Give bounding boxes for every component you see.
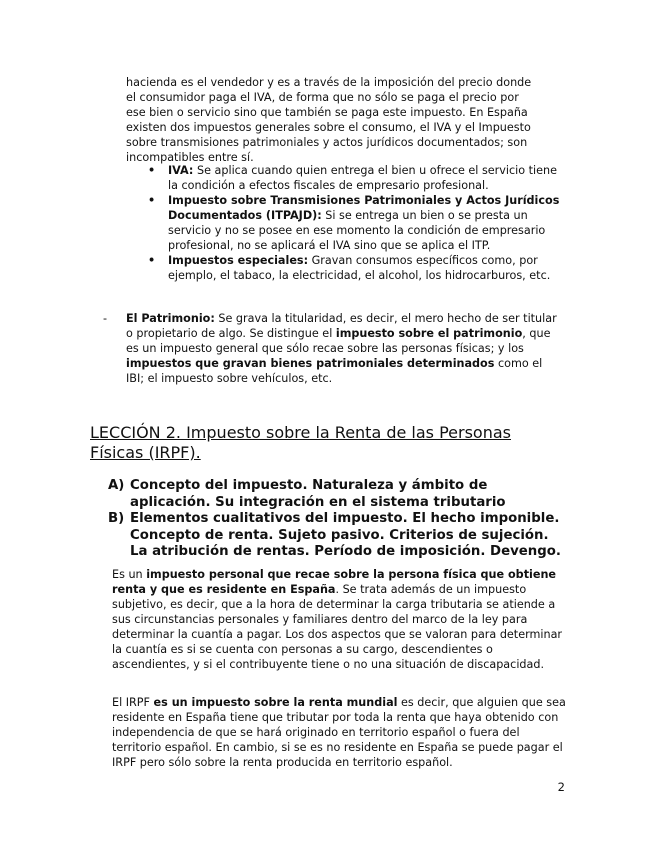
desc-impuestos-especiales: Gravan consumos específicos como, por ejemplo, el tabaco, la electricidad, el alcohol, los hidrocarburos, etc. xyxy=(168,254,551,282)
irpf-definition-paragraph xyxy=(112,567,566,672)
lesson-heading: LECCIÓN 2. Impuesto sobre la Renta de las Personas Físicas (IRPF). xyxy=(90,423,511,462)
bold-run: es un impuesto sobre la renta mundial xyxy=(153,696,398,709)
text-line: sobre transmisiones patrimoniales y actos jurídicos documentados; son xyxy=(126,136,528,149)
section-title: Elementos cualitativos del impuesto. El hecho imponible. Concepto de renta. Sujeto pasivo. Criterios de sujeción. La atribución de rentas. Período de imposición. Devengo. xyxy=(130,511,561,559)
section-heading-a xyxy=(108,478,568,511)
patrimonio-text xyxy=(126,311,563,386)
bullet-icon: • xyxy=(148,164,156,177)
term-patrimonio: El Patrimonio: xyxy=(126,312,215,325)
list-item-iva xyxy=(148,163,568,193)
term-itpajd: Impuesto sobre Transmisiones Patrimoniales y Actos Jurídicos Documentados (ITPAJD): xyxy=(168,194,560,222)
text-line: el consumidor paga el IVA, de forma que no sólo se paga el precio por xyxy=(126,91,519,104)
text-run: como el IBI; el impuesto sobre vehículos, etc. xyxy=(126,357,543,385)
text-line: ese bien o servicio sino que también se paga este impuesto. En España xyxy=(126,106,528,119)
list-item-impuestos-especiales xyxy=(148,253,568,283)
page-number: 2 xyxy=(557,780,565,794)
text-run: . Se trata además de un impuesto subjetivo, es decir, que a la hora de determinar la carga tributaria se atiende a sus circunstancias personales y familiares dentro del marco de la ley para determinar la cuantía a pagar. Los dos aspectos que se valoran para determinar la cuantía es si se cuenta con personas a su cargo, descendientes o ascendientes, y si el contribuyente tiene o no una situación de discapacidad. xyxy=(112,583,563,671)
bold-run: impuesto personal que recae sobre la persona física que obtiene renta y que es residente en España xyxy=(112,568,557,596)
desc-itpajd: Si se entrega un bien o se presta un servicio y no se posee en ese momento la condición de empresario profesional, no se aplicará el IVA sino que se aplica el ITP. xyxy=(168,209,546,252)
consumption-tax-list xyxy=(148,163,568,283)
text-line: existen dos impuestos generales sobre el consumo, el IVA y el Impuesto xyxy=(126,121,531,134)
bullet-icon: • xyxy=(148,254,156,267)
list-item-itpajd xyxy=(148,193,568,253)
dash-bullet-icon: - xyxy=(103,312,108,325)
desc-iva: Se aplica cuando quien entrega el bien u ofrece el servicio tiene la condición a efectos fiscales de empresario profesional. xyxy=(168,164,558,192)
bold-run: impuestos que gravan bienes patrimoniales determinados xyxy=(126,357,495,370)
section-heading-b xyxy=(108,511,568,561)
section-label: A) xyxy=(108,478,125,493)
section-headings xyxy=(108,478,568,561)
term-impuestos-especiales: Impuestos especiales: xyxy=(168,254,309,267)
text-line: incompatibles entre sí. xyxy=(126,151,254,164)
text-run: es decir, que alguien que sea residente en España tiene que tributar por toda la renta que haya obtenido con independencia de que se hará originado en territorio español o fuera del territorio español. En cambio, si se es no residente en España se puede pagar el IRPF pero sólo sobre la renta producida en territorio español. xyxy=(112,696,566,769)
term-iva: IVA: xyxy=(168,164,194,177)
text-run: El IRPF xyxy=(112,696,154,709)
text-run: , que es un impuesto general que sólo recae sobre las personas físicas; y los xyxy=(126,327,551,355)
continuation-paragraph xyxy=(126,75,566,165)
bullet-icon: • xyxy=(148,194,156,207)
section-label: B) xyxy=(108,511,125,526)
text-run: Es un xyxy=(112,568,147,581)
text-run: Se grava la titularidad, es decir, el mero hecho de ser titular o propietario de algo. Se distingue el xyxy=(126,312,557,340)
text-line: hacienda es el vendedor y es a través de la imposición del precio donde xyxy=(126,76,532,89)
list-item-patrimonio xyxy=(103,311,563,386)
renta-mundial-paragraph xyxy=(112,695,566,770)
bold-run: impuesto sobre el patrimonio xyxy=(335,327,523,340)
section-title: Concepto del impuesto. Naturaleza y ámbito de aplicación. Su integración en el sistema tributario xyxy=(130,478,506,510)
